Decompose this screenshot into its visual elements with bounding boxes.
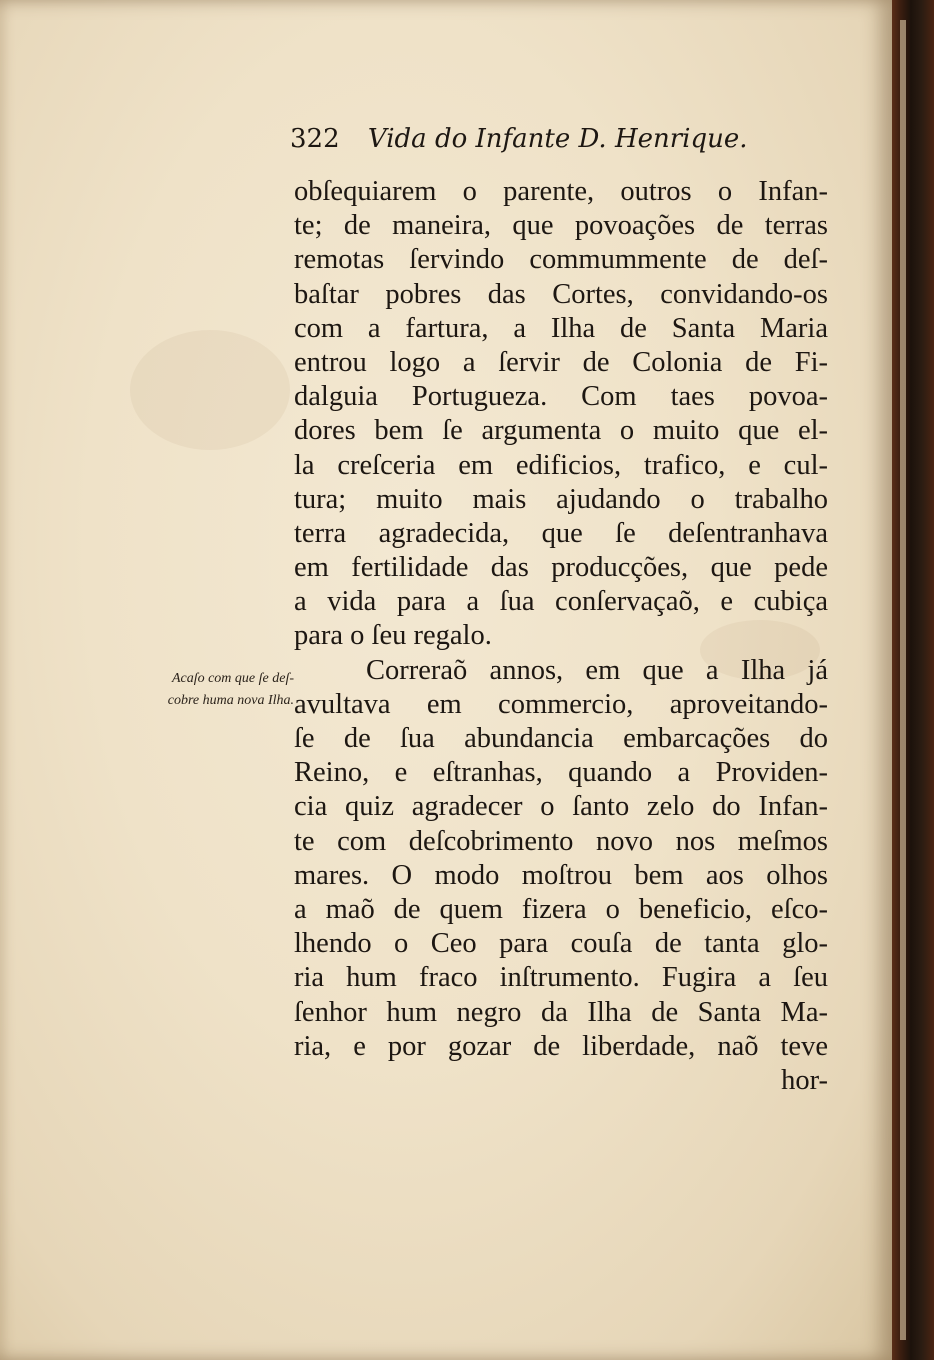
text-line: dalguia Portugueza. Com taes povoa- [294,381,828,413]
page-header [290,124,748,154]
text-line: terra agradecida, que ſe deſentranhava [294,517,828,549]
text-line: tura; muito mais ajudando o trabalho [294,483,828,515]
text-line: ſenhor hum negro da Ilha de Santa Ma- [294,996,828,1028]
text-line: com a fartura, a Ilha de Santa Maria [294,312,828,344]
running-title: Vida do Infante D. Henrique. [367,124,748,154]
text-line: lhendo o Ceo para couſa de tanta glo- [294,928,828,960]
text-line: baſtar pobres das Cortes, convidando-os [294,278,828,310]
marginal-note-line: cobre huma nova Ilha. [167,693,294,708]
text-line: ſe de ſua abundancia embarcações do [294,723,828,754]
marginal-note-line: Acaſo com que ſe deſ- [171,671,294,686]
text-line: dores bem ſe argumenta o muito que el- [294,415,828,447]
text-line: Reino, e eſtranhas, quando a Providen- [294,757,828,789]
page-number: 322 [290,124,340,154]
body-text [294,175,828,1098]
text-line: a maõ de quem fizera o beneficio, eſco- [294,893,828,925]
text-line: em fertilidade das producções, que pede [294,552,828,584]
text-line: ria, e por gozar de liberdade, naõ teve [294,1030,828,1062]
text-line: obſequiarem o parente, outros o Infan- [294,176,828,207]
marginal-note [114,668,294,712]
text-line: te; de maneira, que povoações de terras [294,210,828,242]
text-line: mares. O modo moſtrou bem aos olhos [294,859,828,891]
page-edge-strip [900,20,906,1340]
text-line: a vida para a ſua conſervaçaõ, e cubiça [294,586,828,618]
text-line: entrou logo a ſervir de Colonia de Fi- [294,346,828,378]
text-line: ria hum fraco inſtrumento. Fugira a ſeu [294,962,828,994]
catchword: hor- [781,1064,828,1096]
text-line: te com deſcobrimento novo nos meſmos [294,825,828,857]
text-line: avultava em commercio, aproveitando- [294,688,828,720]
book-edge [892,0,934,1360]
text-line: cia quiz agradecer o ſanto zelo do Infan- [294,791,828,823]
text-line: la creſceria em edificios, trafico, e cul- [294,449,828,481]
text-line: remotas ſervindo commummente de deſ- [294,244,828,276]
text-line: para o ſeu regalo. [294,620,492,652]
paper-stain [130,330,290,450]
text-line: Correraõ annos, em que a Ilha já [366,654,828,686]
